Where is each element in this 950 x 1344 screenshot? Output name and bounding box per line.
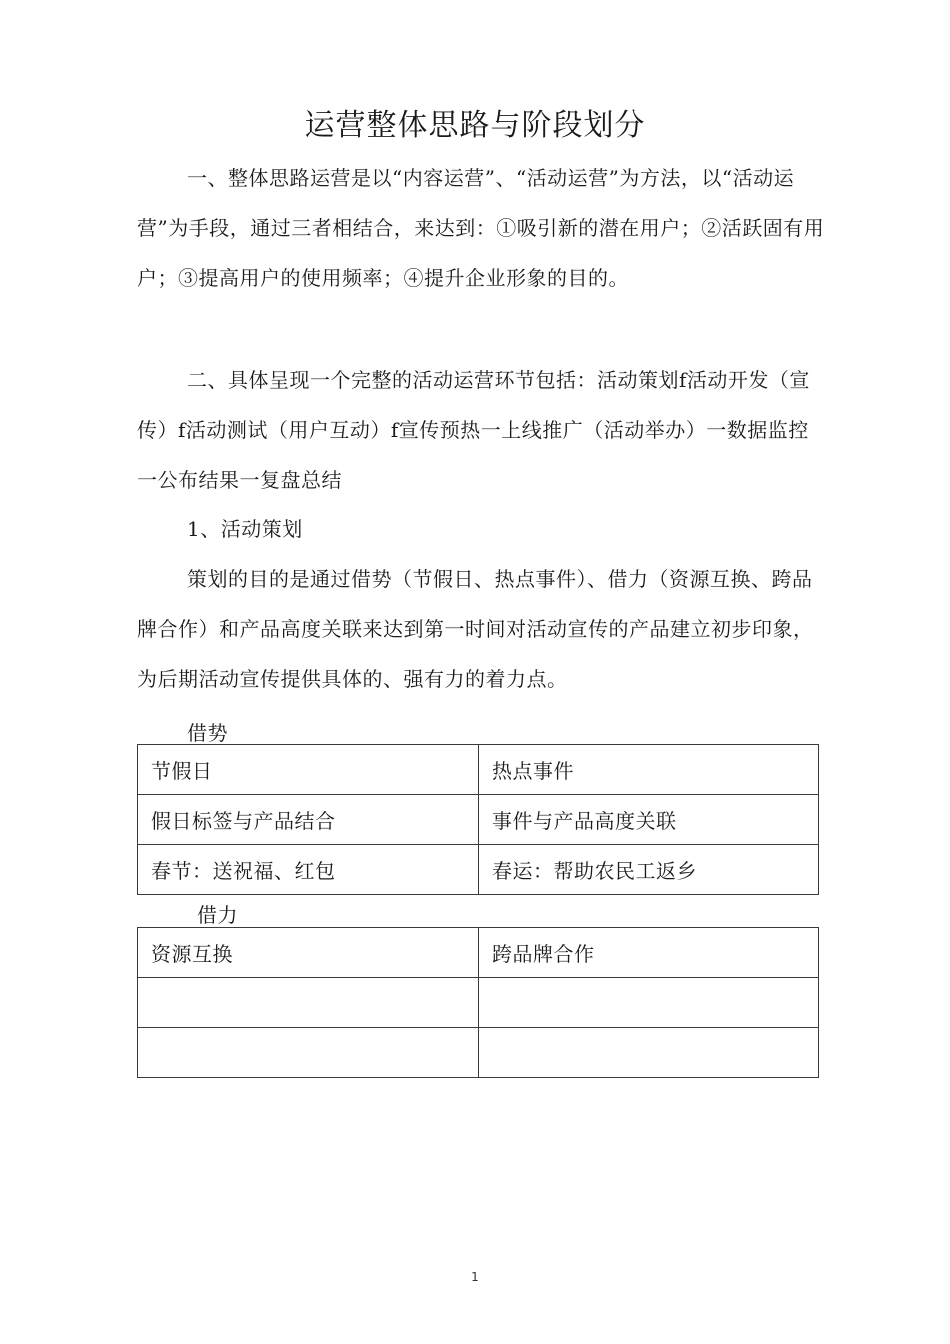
table-cell xyxy=(479,1028,819,1078)
page-number: 1 xyxy=(471,1270,479,1284)
section-heading-activity-planning: 1、活动策划 xyxy=(187,517,303,541)
table-row xyxy=(138,745,819,795)
table-cell: 热点事件 xyxy=(479,745,819,795)
table-cell: 跨品牌合作 xyxy=(479,928,819,978)
table-row xyxy=(138,928,819,978)
table-row xyxy=(138,978,819,1028)
paragraph-activity-process: 二、具体呈现一个完整的活动运营环节包括：活动策划f活动开发（宣传）f活动测试（用户互动）f宣传预热一上线推广（活动举办）一数据监控一公布结果一复盘总结 xyxy=(137,368,810,492)
table-cell: 春节：送祝福、红包 xyxy=(138,845,479,895)
table-row xyxy=(138,795,819,845)
table-cell xyxy=(479,978,819,1028)
table-row xyxy=(138,845,819,895)
table-cell: 假日标签与产品结合 xyxy=(138,795,479,845)
leverage-resources-table xyxy=(137,927,819,1078)
table-cell xyxy=(138,1028,479,1078)
table-label-leverage-resources: 借力 xyxy=(197,903,238,927)
paragraph-overall-approach: 一、整体思路运营是以“内容运营”、“活动运营”为方法，以“活动运营”为手段，通过三者相结合，来达到：①吸引新的潜在用户；②活跃固有用户；③提高用户的使用频率；④提升企业形象的目的。 xyxy=(137,166,825,290)
table-cell: 事件与产品高度关联 xyxy=(479,795,819,845)
document-title: 运营整体思路与阶段划分 xyxy=(304,108,646,143)
table-cell: 春运：帮助农民工返乡 xyxy=(479,845,819,895)
paragraph-planning-purpose: 策划的目的是通过借势（节假日、热点事件）、借力（资源互换、跨品牌合作）和产品高度关联来达到第一时间对活动宣传的产品建立初步印象，为后期活动宣传提供具体的、强有力的着力点。 xyxy=(137,567,814,691)
table-cell: 资源互换 xyxy=(138,928,479,978)
table-row xyxy=(138,1028,819,1078)
table-cell: 节假日 xyxy=(138,745,479,795)
leverage-trends-table xyxy=(137,744,819,895)
table-cell xyxy=(138,978,479,1028)
table-label-leverage-trends: 借势 xyxy=(187,721,228,745)
